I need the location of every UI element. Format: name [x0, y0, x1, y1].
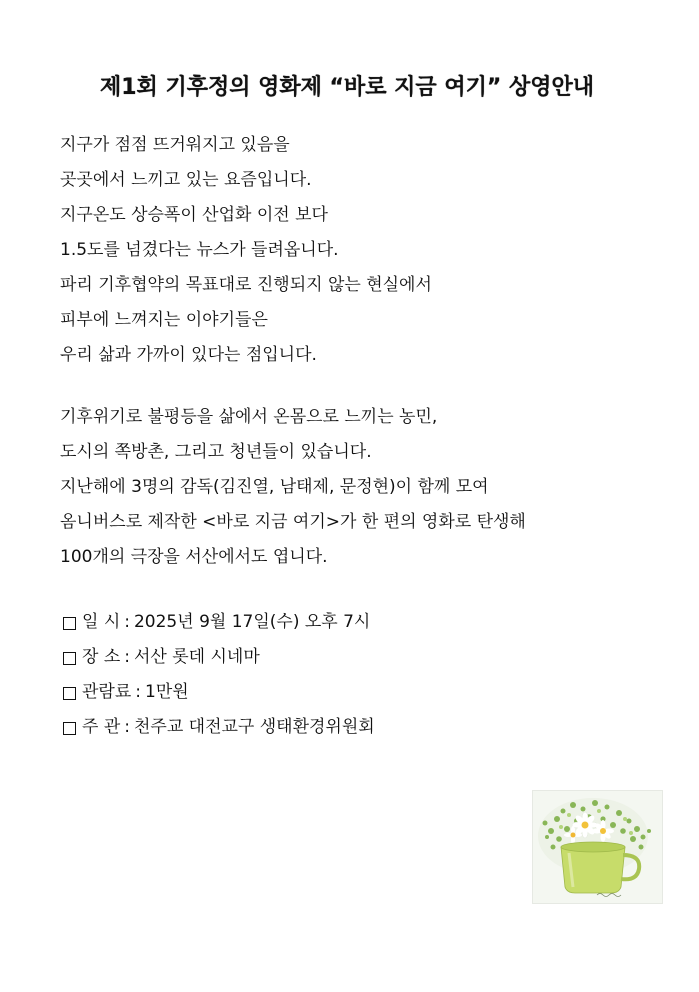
info-label: 장 소 [82, 647, 121, 667]
paragraph-line: 기후위기로 불평등을 삶에서 온몸으로 느끼는 농민, [60, 407, 438, 427]
page-title: 제1회 기후정의 영화제 “바로 지금 여기” 상영안내 [100, 75, 594, 100]
info-separator: : [124, 717, 130, 737]
info-row-place [63, 640, 375, 675]
info-value: 2025년 9월 17일(수) 오후 7시 [133, 612, 371, 632]
checkbox-square-icon [63, 652, 76, 665]
paragraph-line: 피부에 느껴지는 이야기들은 [60, 310, 268, 330]
info-label: 주 관 [82, 717, 121, 737]
flower-mug-illustration-svg [533, 791, 662, 903]
description-paragraph [60, 400, 526, 575]
paragraph-line: 도시의 쪽방촌, 그리고 청년들이 있습니다. [60, 442, 372, 462]
info-value: 1만원 [145, 682, 189, 702]
info-separator: : [135, 682, 142, 702]
paragraph-line: 100개의 극장을 서산에서도 엽니다. [60, 547, 328, 567]
paragraph-line: 파리 기후협약의 목표대로 진행되지 않는 현실에서 [60, 275, 432, 295]
info-row-date [63, 605, 375, 640]
info-value: 서산 롯데 시네마 [133, 647, 260, 667]
info-row-host [63, 710, 375, 745]
paragraph-line: 옴니버스로 제작한 <바로 지금 여기>가 한 편의 영화로 탄생해 [60, 512, 526, 532]
intro-paragraph [60, 128, 432, 373]
checkbox-square-icon [63, 687, 76, 700]
paragraph-line: 지구가 점점 뜨거워지고 있음을 [60, 135, 290, 155]
paragraph-line: 우리 삶과 가까이 있다는 점입니다. [60, 345, 317, 365]
checkbox-square-icon [63, 617, 76, 630]
info-label: 일 시 [82, 612, 121, 632]
paragraph-line: 1.5도를 넘겼다는 뉴스가 들려옵니다. [60, 240, 339, 260]
info-label: 관람료 [82, 682, 132, 702]
info-value: 천주교 대전교구 생태환경위원회 [133, 717, 375, 737]
info-separator: : [124, 612, 130, 632]
paragraph-line: 곳곳에서 느끼고 있는 요즘입니다. [60, 170, 312, 190]
info-row-fee [63, 675, 375, 710]
event-info-list [63, 605, 375, 745]
checkbox-square-icon [63, 722, 76, 735]
info-separator: : [124, 647, 130, 667]
paragraph-line: 지난해에 3명의 감독(김진열, 남태제, 문정현)이 함께 모여 [60, 477, 489, 497]
paragraph-line: 지구온도 상승폭이 산업화 이전 보다 [60, 205, 328, 225]
flower-mug-illustration [532, 790, 663, 904]
